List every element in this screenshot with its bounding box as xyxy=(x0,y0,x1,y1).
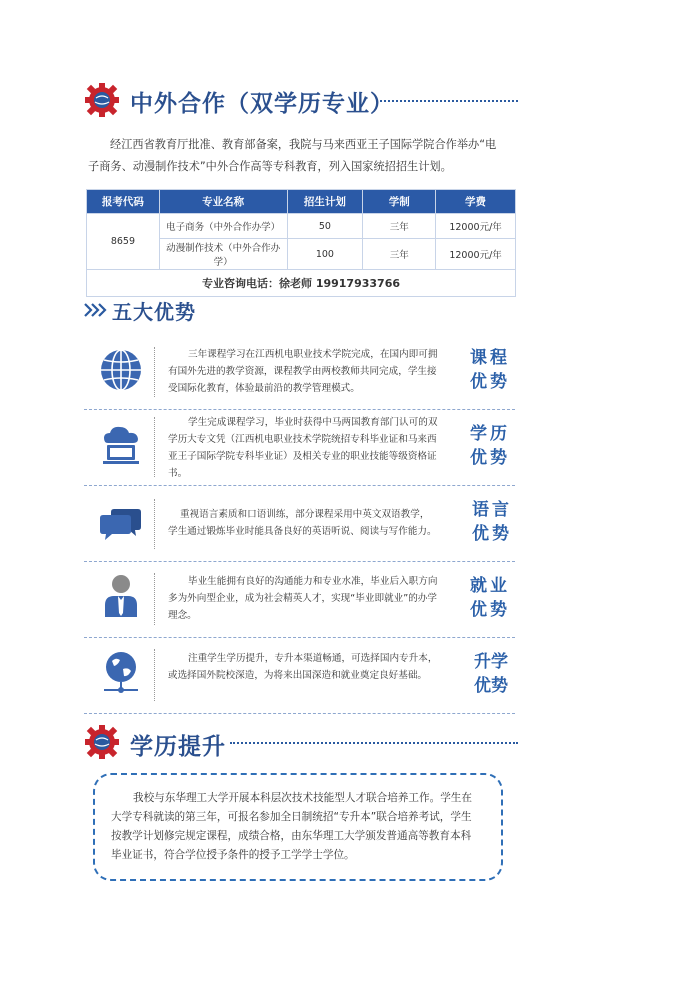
person-icon xyxy=(98,573,144,619)
upgrade-text xyxy=(111,789,497,865)
advantage-label xyxy=(470,574,510,622)
advantage-label xyxy=(470,346,510,394)
advantage-item xyxy=(84,485,515,562)
intro-line: 经江西省教育厅批准、教育部备案，我院与马来西亚王子国际学院合作举办“电 xyxy=(110,138,497,151)
text-line: 学生通过锻炼毕业时能具备良好的英语听说、阅读与写作能力。 xyxy=(168,526,437,537)
gear-globe-icon xyxy=(80,722,124,762)
gear-globe-icon xyxy=(80,80,124,120)
advantage-item xyxy=(84,561,515,638)
cooperation-intro xyxy=(88,134,518,178)
upgrade-info-box xyxy=(93,773,503,881)
advantage-text xyxy=(168,414,460,482)
contact-phone-cell: 专业咨询电话：徐老师 19917933766 xyxy=(87,270,516,297)
advantage-text xyxy=(168,346,458,397)
column-header: 学费 xyxy=(436,190,516,214)
triple-chevron-icon xyxy=(84,303,108,317)
major-name-cell: 动漫制作技术（中外合作办学） xyxy=(159,239,287,270)
text-line: 按教学计划修完规定课程，成绩合格，由东华理工大学颁发普通高等教育本科 xyxy=(111,830,472,842)
section-title: 学历提升 xyxy=(130,734,226,760)
label-line: 升学 xyxy=(474,652,508,672)
text-line: 注重学生学历提升，专升本渠道畅通，可选择国内专升本， xyxy=(188,653,438,664)
label-line: 课程 xyxy=(470,348,510,368)
table-row xyxy=(87,214,516,239)
text-line: 毕业生能拥有良好的沟通能力和专业水准，毕业后入职方向 xyxy=(188,576,438,587)
advantage-label xyxy=(474,650,508,698)
label-line: 优势 xyxy=(470,372,510,392)
section-title: 五大优势 xyxy=(112,300,196,324)
column-header: 招生计划 xyxy=(287,190,363,214)
chat-icon xyxy=(98,499,144,545)
advantage-item xyxy=(84,333,515,410)
text-line: 毕业证书，符合学位授予条件的授予工学学士学位。 xyxy=(111,849,355,861)
label-line: 优势 xyxy=(472,524,512,544)
label-line: 优势 xyxy=(470,600,510,620)
plan-cell: 50 xyxy=(287,214,363,239)
title-dotted-rule xyxy=(380,100,518,102)
title-dotted-rule xyxy=(230,742,518,744)
advantage-item xyxy=(84,637,515,714)
fee-cell: 12000元/年 xyxy=(436,214,516,239)
program-table xyxy=(86,189,516,297)
section-header-advantages xyxy=(84,296,284,326)
text-line: 三年课程学习在江西机电职业技术学院完成，在国内即可拥 xyxy=(188,349,438,360)
globe-icon xyxy=(98,347,144,393)
section-title: 中外合作（双学历专业） xyxy=(130,91,394,117)
label-line: 就业 xyxy=(470,576,510,596)
text-line: 重视语言素质和口语训练，部分课程采用中英文双语教学， xyxy=(180,509,430,520)
text-line: 或选择国外院校深造，为将来出国深造和就业奠定良好基础。 xyxy=(168,670,428,681)
text-line: 我校与东华理工大学开展本科层次技术技能型人才联合培养工作。学生在 xyxy=(133,792,472,804)
advantage-text xyxy=(168,650,460,684)
divider xyxy=(154,417,155,477)
label-line: 优势 xyxy=(474,676,508,696)
divider xyxy=(154,573,155,625)
text-line: 受国际化教育，体验最前沿的教学管理模式。 xyxy=(168,383,360,394)
text-line: 有国外先进的教学资源，课程教学由两校教师共同完成，学生接 xyxy=(168,366,437,377)
text-line: 学生完成课程学习，毕业时获得中马两国教育部门认可的双 xyxy=(188,417,438,428)
fee-cell: 12000元/年 xyxy=(436,239,516,270)
major-name-cell: 电子商务（中外合作办学） xyxy=(159,214,287,239)
text-line: 亚王子国际学院专科毕业证）及相关专业的职业技能等级资格证 xyxy=(168,451,437,462)
text-line: 大学专科就读的第三年，可报名参加全日制统招“专升本”联合培养考试，学生 xyxy=(111,811,472,823)
column-header: 学制 xyxy=(363,190,436,214)
years-cell: 三年 xyxy=(363,214,436,239)
contact-row xyxy=(87,270,516,297)
column-header: 报考代码 xyxy=(87,190,160,214)
label-line: 学历 xyxy=(470,424,510,444)
text-line: 多为外向型企业，成为社会精英人才，实现“毕业即就业”的办学 xyxy=(168,593,437,604)
advantage-label xyxy=(470,422,510,470)
text-line: 理念。 xyxy=(168,610,197,621)
advantage-item xyxy=(84,409,515,486)
label-line: 优势 xyxy=(470,448,510,468)
divider xyxy=(154,499,155,549)
table-header-row xyxy=(87,190,516,214)
section-header-cooperation xyxy=(80,80,520,120)
years-cell: 三年 xyxy=(363,239,436,270)
column-header: 专业名称 xyxy=(159,190,287,214)
advantage-label xyxy=(472,498,512,546)
cloud-computer-icon xyxy=(98,421,144,467)
divider xyxy=(154,347,155,397)
plan-cell: 100 xyxy=(287,239,363,270)
label-line: 语言 xyxy=(472,500,512,520)
network-globe-icon xyxy=(98,649,144,695)
divider xyxy=(154,649,155,701)
text-line: 学历大专文凭（江西机电职业技术学院统招专科毕业证和马来西 xyxy=(168,434,437,445)
exam-code-cell: 8659 xyxy=(87,214,160,270)
advantage-text xyxy=(168,573,460,624)
intro-line: 子商务、动漫制作技术”中外合作高等专科教育，列入国家统招招生计划。 xyxy=(88,160,452,173)
section-header-upgrade xyxy=(80,722,520,762)
advantage-text xyxy=(168,506,460,540)
text-line: 书。 xyxy=(168,468,188,479)
